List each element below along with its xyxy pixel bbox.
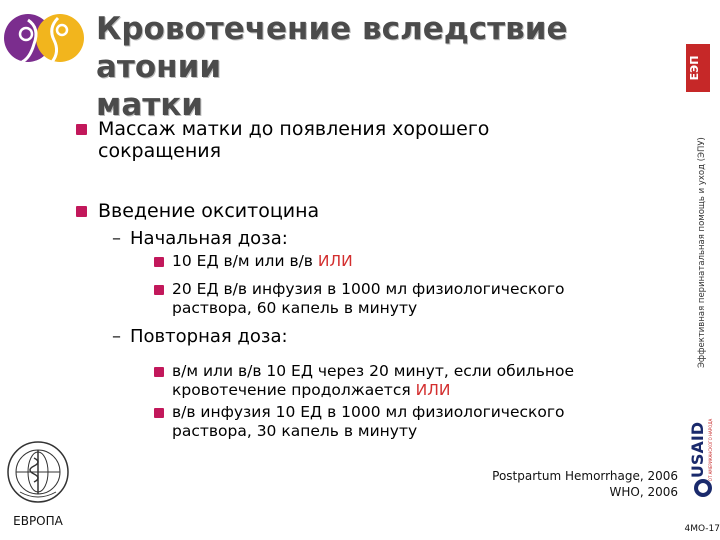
- repeat-dose-item-1: [172, 362, 574, 400]
- repeat-dose-item-1-line-2-wrap: [172, 381, 574, 400]
- repeat-dose-item-2-line-2: раствора, 30 капель в минуту: [172, 422, 418, 440]
- source-citation: [470, 468, 678, 500]
- bullet-square-icon: [76, 124, 87, 135]
- dash-icon: –: [112, 228, 121, 249]
- title-line-2: матки: [96, 87, 203, 123]
- bullet-square-icon: [154, 408, 164, 418]
- bullet-square-icon: [154, 367, 164, 377]
- dash-icon: –: [112, 326, 121, 347]
- initial-dose-item-1-highlight: ИЛИ: [317, 252, 353, 270]
- bullet-square-icon: [76, 206, 87, 217]
- side-badge-text: ЕЭП: [688, 55, 701, 81]
- initial-dose-heading: Начальная доза:: [130, 228, 288, 249]
- title-line-1: Кровотечение вследствие атонии: [96, 11, 568, 85]
- epu-badge-icon: [686, 44, 710, 92]
- bullet-square-icon: [154, 285, 164, 295]
- bullet-square-icon: [154, 257, 164, 267]
- initial-dose-item-1: [172, 252, 353, 271]
- side-caption: Эффективная перинатальная помощь и уход (ЭПУ): [697, 137, 707, 368]
- program-logo: [2, 4, 86, 76]
- usaid-subtext: ОТ АМЕРИКАНСКОГО НАРОДА: [708, 418, 713, 482]
- usaid-label: USAID: [688, 421, 707, 479]
- repeat-dose-item-2: [172, 403, 564, 441]
- bullet-massage-line-1: Массаж матки до появления хорошего: [98, 118, 490, 140]
- repeat-dose-item-1-highlight: ИЛИ: [415, 381, 451, 399]
- initial-dose-item-2-line-1: 20 ЕД в/в инфузия в 1000 мл физиологического: [172, 280, 565, 298]
- initial-dose-item-2: [172, 280, 564, 318]
- europa-label: ЕВРОПА: [13, 514, 63, 528]
- repeat-dose-item-2-line-1: в/в инфузия 10 ЕД в 1000 мл физиологического: [172, 403, 565, 421]
- bullet-oxytocin: Введение окситоцина: [98, 200, 320, 222]
- source-line-2: WHO, 2006: [609, 485, 678, 499]
- repeat-dose-item-1-line-1: в/м или в/в 10 ЕД через 20 минут, если обильное: [172, 362, 574, 380]
- slide-number: 4MO-17: [684, 524, 720, 534]
- bullet-massage-line-2: сокращения: [98, 140, 222, 162]
- repeat-dose-heading: Повторная доза:: [130, 326, 288, 347]
- bullet-massage: [98, 118, 489, 162]
- source-line-1: Postpartum Hemorrhage, 2006: [492, 469, 678, 483]
- who-emblem-icon: [6, 434, 70, 518]
- initial-dose-item-2-line-2: раствора, 60 капель в минуту: [172, 299, 418, 317]
- usaid-logo: [690, 400, 716, 500]
- page-title: [96, 10, 686, 124]
- repeat-dose-item-1-line-2: кровотечение продолжается: [172, 381, 416, 399]
- initial-dose-item-1-text: 10 ЕД в/м или в/в: [172, 252, 318, 270]
